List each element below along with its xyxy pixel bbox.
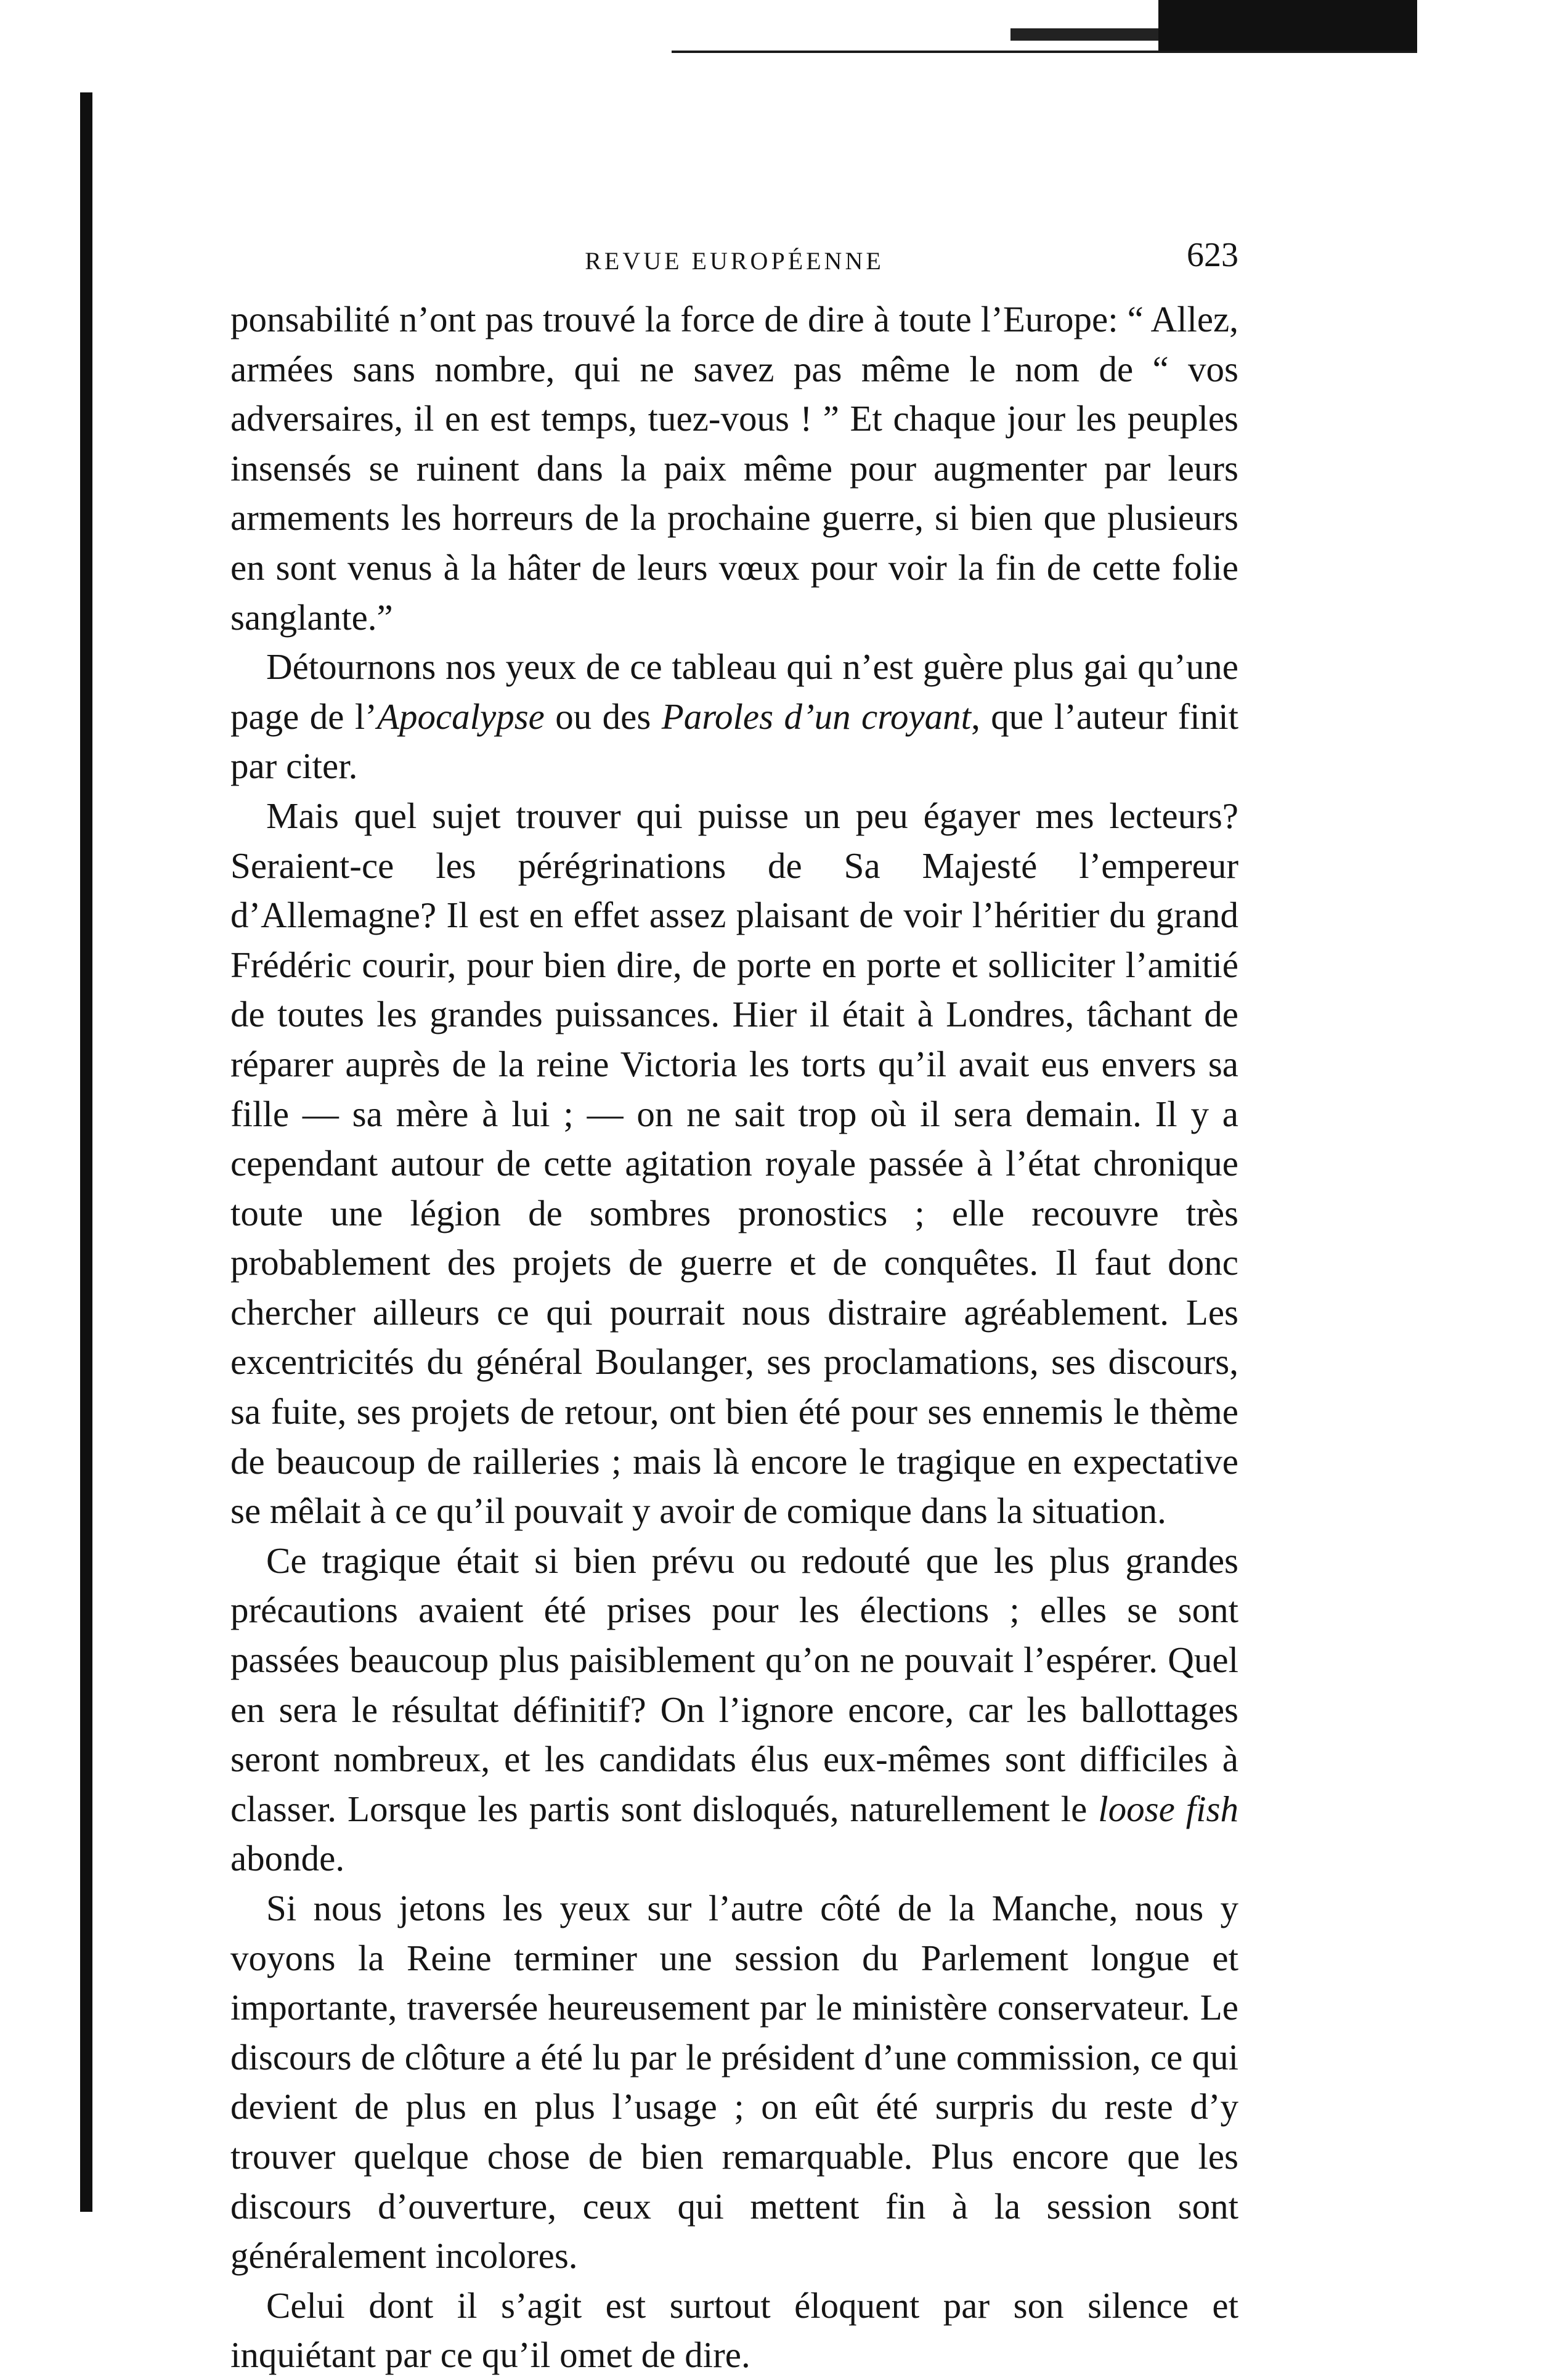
running-title: REVUE EUROPÉENNE <box>585 247 884 275</box>
scan-edge-rule <box>672 51 1417 53</box>
italic-text: loose fish <box>1098 1788 1238 1829</box>
text-run: Celui dont il s’agit est surtout éloquent par son silence et inquiétant par ce qu’il omet de dire. <box>230 2285 1238 2376</box>
italic-text: Paroles d’un croyant <box>661 696 972 737</box>
paragraph <box>230 294 1238 642</box>
page-number: 623 <box>1187 236 1238 274</box>
body-text <box>230 294 1238 2380</box>
page-header <box>230 235 1238 285</box>
text-run: , que l’auteur finit par citer. <box>230 696 1238 787</box>
text-run: abonde. <box>230 1838 345 1879</box>
text-run: ou des <box>544 696 662 737</box>
text-run: Mais quel sujet trouver qui puisse un peu égayer mes lecteurs? Seraient-ce les pérégrinations de Sa Majesté l’empereur d’Allemagne? Il est en effet assez plaisant de voir l’héritier du grand Frédéric courir, pour bien dire, de porte en porte et solliciter l’amitié de toutes les grandes puissances. Hier il était à Londres, tâchant de réparer auprès de la reine Victoria les torts qu’il avait eus envers sa fille — sa mère à lui ; — on ne sait trop où il sera demain. Il y a cependant autour de cette agitation royale passée à l’état chronique toute une légion de sombres pronostics ; elle recouvre très probablement des projets de guerre et de conquêtes. Il faut donc chercher ailleurs ce qui pourrait nous distraire agréablement. Les excentricités du général Boulanger, ses proclamations, ses discours, sa fuite, ses projets de retour, ont bien été pour ses ennemis le thème de beaucoup de railleries ; mais là encore le tragique en expectative se mêlait à ce qu’il pouvait y avoir de comique dans la situation. <box>230 795 1238 1532</box>
text-run: Ce tragique était si bien prévu ou redouté que les plus grandes précautions avaient été prises pour les élections ; elles se sont passées beaucoup plus paisiblement qu’on ne pouvait l’espérer. Quel en sera le résultat définitif? On l’ignore encore, car les ballottages seront nombreux, et les candidats élus eux-mêmes sont difficiles à classer. Lorsque les partis sont disloqués, naturellement le <box>230 1540 1238 1829</box>
paragraph <box>230 642 1238 791</box>
text-run: ponsabilité n’ont pas trouvé la force de dire à toute l’Europe: “ Allez, armées sans nombre, qui ne savez pas même le nom de “ vos adversaires, il en est temps, tuez-vous ! ” Et chaque jour les peuples insensés se ruinent dans la paix même pour augmenter par leurs armements les horreurs de la prochaine guerre, si bien que plusieurs en sont venus à la hâter de leurs vœux pour voir la fin de cette folie sanglante.” <box>230 299 1238 638</box>
text-run: Détournons nos yeux de ce tableau qui n’est guère plus gai qu’une page de l’ <box>230 646 1238 737</box>
paragraph <box>230 791 1238 1536</box>
paragraph <box>230 1536 1238 1883</box>
scan-edge-mark <box>1010 28 1158 41</box>
paragraph <box>230 2281 1238 2380</box>
paragraph <box>230 1883 1238 2281</box>
text-run: Si nous jetons les yeux sur l’autre côté de la Manche, nous y voyons la Reine terminer une session du Parlement longue et importante, traversée heureusement par le ministère conservateur. Le discours de clôture a été lu par le président d’une commission, ce qui devient de plus en plus l’usage ; on eût été surpris du reste d’y trouver quelque chose de bien remarquable. Plus encore que les discours d’ouverture, ceux qui mettent fin à la session sont généralement incolores. <box>230 1888 1238 2276</box>
italic-text: Apocalypse <box>376 696 545 737</box>
scan-edge-mark <box>1158 0 1417 51</box>
scan-binding-edge <box>80 92 92 2212</box>
